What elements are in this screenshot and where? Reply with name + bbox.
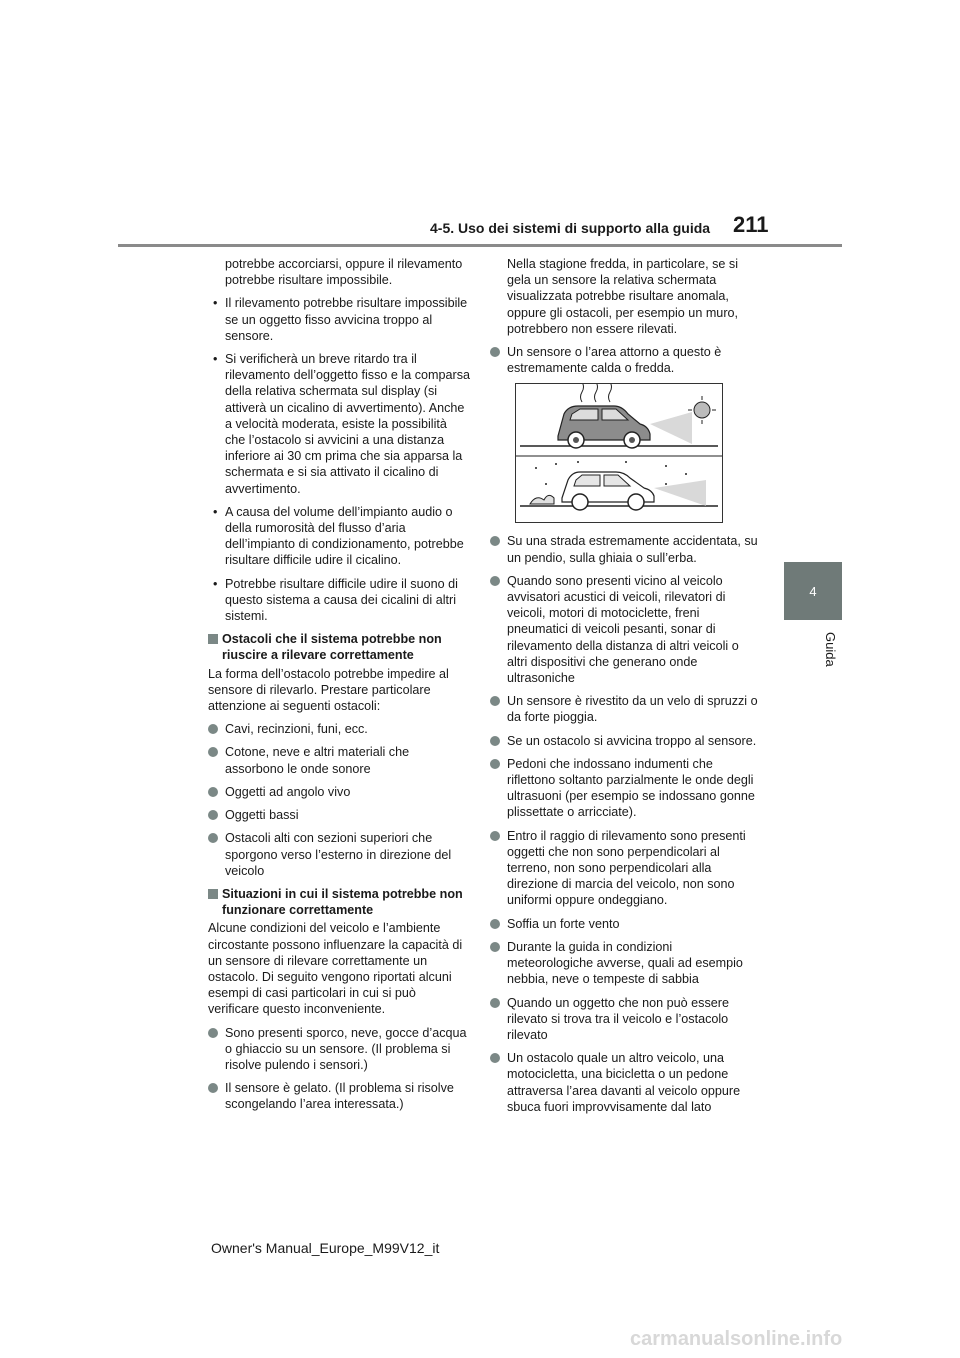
bullet-item: Su una strada estremamente accidentata, su un pendio, sulla ghiaia o sull’erba. [490,533,760,565]
bullet-item: Cavi, recinzioni, funi, ecc. [208,721,470,737]
watermark: carmanualsonline.info [630,1328,843,1350]
bullet-item: Un sensore è rivestito da un velo di spruzzi o da forte pioggia. [490,693,760,725]
subheading-text: Ostacoli che il sistema potrebbe non riuscire a rilevare correttamente [222,632,442,663]
square-bullet-icon [208,634,218,644]
subheading-situations [208,886,470,918]
chapter-tab[interactable] [784,562,842,620]
circle-bullet-icon [208,724,218,734]
bullet-item: Pedoni che indossano indumenti che riflettono soltanto parzialmente le onde degli ultrasuoni (per esempio se indossano gonne plissettate o arricciate). [490,756,760,821]
dash-item: • Si verificherà un breve ritardo tra il rilevamento dell’oggetto fisso e la comparsa della relativa schermata sul display (si attiverà un cicalino di avvertimento). Anche a velocità moderata, esiste la possibilità che l’ostacolo si avvicini a una distanza inferiore ai 30 cm prima che sia apparsa la schermata e si sia attivato il cicalino di avvertimento. [208,351,470,497]
bullet-item: Entro il raggio di rilevamento sono presenti oggetti che non sono perpendicolari al terreno, non sono perpendicolari alla direzione di marcia del veicolo, non sono uniformi oppure ondeggiano. [490,828,760,909]
circle-bullet-icon [208,787,218,797]
dash-item: • A causa del volume dell’impianto audio o della rumorosità del flusso d’aria dell’impianto di condizionamento, potrebbe risultare difficile udire il cicalino. [208,504,470,569]
circle-bullet-icon [490,347,500,357]
dash-item: • Il rilevamento potrebbe risultare impossibile se un oggetto fisso avvicina troppo al sensore. [208,295,470,344]
subheading-obstacles [208,631,470,663]
car-heat-cold-icon [516,384,722,522]
circle-bullet-icon [490,696,500,706]
circle-bullet-icon [208,1083,218,1093]
bullet-item: Se un ostacolo si avvicina troppo al sensore. [490,733,760,749]
bullet-item: Quando sono presenti vicino al veicolo avvisatori acustici di veicoli, rilevatori di veicoli, motori di motociclette, freni pneumatici di veicoli pesanti, sonar di rilevamento della distanza di altri veicoli o altri dispositivi che generano onde ultrasoniche [490,573,760,686]
circle-bullet-icon [490,831,500,841]
section-title: 4-5. Uso dei sistemi di supporto alla guida [430,220,711,236]
circle-bullet-icon [208,833,218,843]
right-column [490,256,760,1122]
left-column [208,256,470,1120]
paragraph: Alcune condizioni del veicolo e l’ambiente circostante possono influenzare la capacità di un sensore di rilevare correttamente un ostacolo. Di seguito vengono riportati alcuni esempi di casi particolari in cui si può verificare questo inconveniente. [208,921,463,1017]
bullet-item: Un sensore o l’area attorno a questo è estremamente calda o fredda. [490,344,760,376]
header-divider [118,244,842,247]
circle-bullet-icon [208,1028,218,1038]
circle-bullet-icon [490,736,500,746]
circle-bullet-icon [490,942,500,952]
bullet-item: Quando un oggetto che non può essere rilevato si trova tra il veicolo e l’ostacolo rilevato [490,995,760,1044]
bullet-item: Un ostacolo quale un altro veicolo, una motocicletta, una bicicletta o un pedone attraversa l’area davanti al veicolo oppure sbuca fuori improvvisamente dal lato [490,1050,760,1115]
circle-bullet-icon [208,747,218,757]
bullet-item: Il sensore è gelato. (Il problema si risolve scongelando l’area interessata.) [208,1080,470,1112]
chapter-label: Guida [823,632,838,667]
circle-bullet-icon [490,759,500,769]
circle-bullet-icon [490,919,500,929]
bullet-item: Soffia un forte vento [490,916,760,932]
bullet-item: Durante la guida in condizioni meteorologiche avverse, quali ad esempio nebbia, neve o tempeste di sabbia [490,939,760,988]
sensor-illustration [515,383,723,523]
circle-bullet-icon [490,998,500,1008]
page-number: 211 [733,212,769,237]
paragraph-continuation: Nella stagione fredda, in particolare, se si gela un sensore la relativa schermata visualizzata potrebbe risultare anomala, oppure gli ostacoli, per esempio un muro, potrebbero non essere rilevati. [507,257,739,336]
bullet-item: Ostacoli alti con sezioni superiori che sporgono verso l’esterno in direzione del veicolo [208,830,470,879]
footer-manual-id: Owner's Manual_Europe_M99V12_it [211,1240,440,1256]
paragraph-continuation: potrebbe accorciarsi, oppure il rilevamento potrebbe risultare impossibile. [225,257,463,288]
circle-bullet-icon [490,576,500,586]
bullet-item: Sono presenti sporco, neve, gocce d’acqua o ghiaccio su un sensore. (Il problema si risolve pulendo i sensori.) [208,1025,470,1074]
bullet-item: Cotone, neve e altri materiali che assorbono le onde sonore [208,744,470,776]
subheading-text: Situazioni in cui il sistema potrebbe non funzionare correttamente [222,886,463,918]
square-bullet-icon [208,889,218,899]
circle-bullet-icon [208,810,218,820]
bullet-item: Oggetti ad angolo vivo [208,784,470,800]
bullet-item: Oggetti bassi [208,807,470,823]
dash-item: • Potrebbe risultare difficile udire il suono di questo sistema a causa dei cicalini di altri sistemi. [208,576,470,625]
circle-bullet-icon [490,536,500,546]
circle-bullet-icon [490,1053,500,1063]
chapter-number: 4 [809,583,817,599]
paragraph: La forma dell’ostacolo potrebbe impedire al sensore di rilevarlo. Prestare particolare attenzione ai seguenti ostacoli: [208,666,449,714]
